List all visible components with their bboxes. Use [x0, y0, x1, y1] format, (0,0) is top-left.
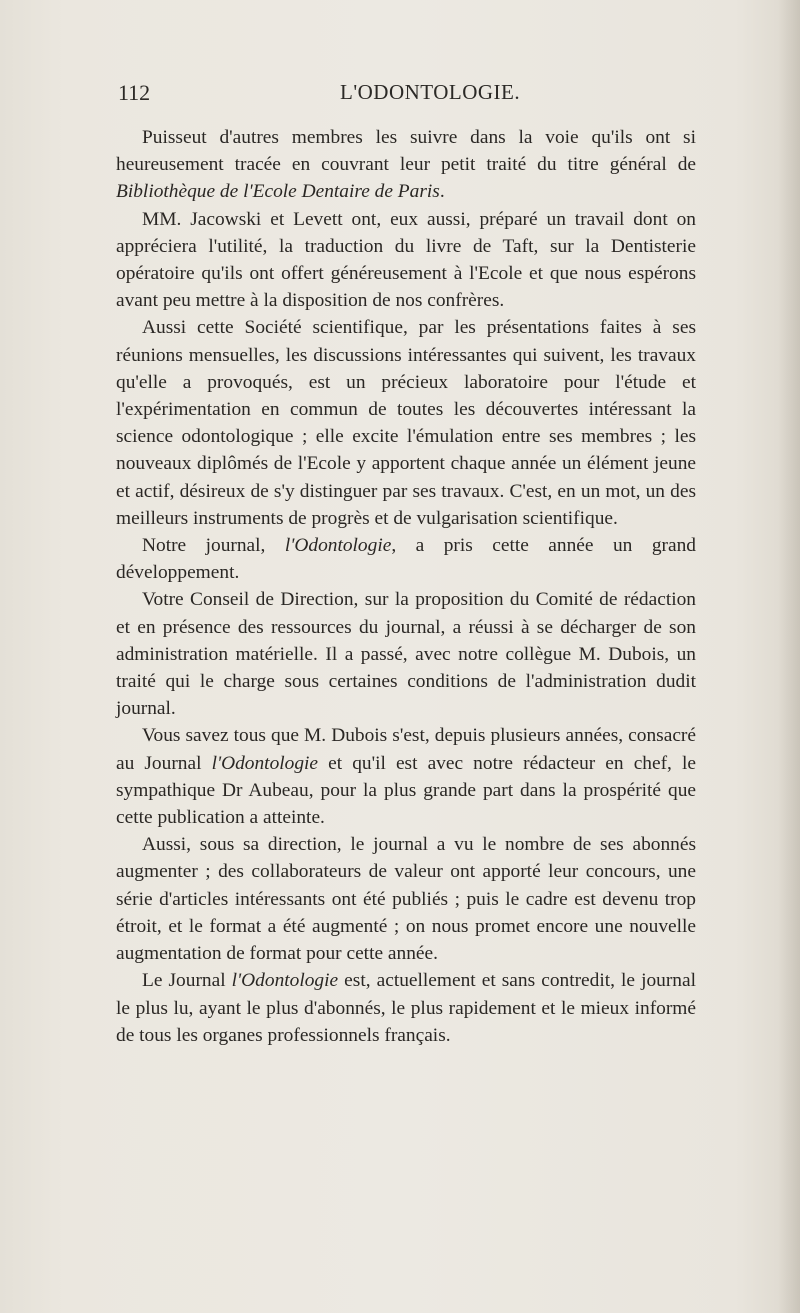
page-number: 112 — [118, 80, 151, 105]
body-text — [116, 124, 696, 1049]
paragraph-text: Notre journal, — [142, 535, 285, 557]
paragraph-text: Le Journal — [142, 970, 232, 992]
paragraph-text: Vous savez tous que M. Dubois s'est, depuis plusieurs années, consacré au Journal — [116, 725, 696, 774]
paragraph — [116, 967, 696, 1049]
paragraph — [116, 532, 696, 586]
paragraph: Votre Conseil de Direction, sur la proposition du Comité de rédaction et en présence des ressources du journal, a réussi à se décharger de son administration matérielle. Il a passé, avec notre collègue M. Dubois, un traité qui le charge sous certaines conditions de l'administration dudit journal. — [116, 589, 696, 720]
page-edge-shadow — [778, 0, 800, 1313]
paragraph-text: et qu'il est avec notre rédacteur en chef, le sympathique Dr Aubeau, pour la plus grande part dans la prospérité que cette publication a atteinte. — [116, 752, 696, 829]
paragraph: Aussi, sous sa direction, le journal a vu le nombre de ses abonnés augmenter ; des collaborateurs de valeur ont apporté leur concours, une série d'articles intéressants ont été publiés ; puis le cadre est devenu trop étroit, et le format a été augmenté ; on nous promet encore une nouvelle augmentation de format pour cette année. — [116, 834, 696, 965]
italic-title: l'Odontologie — [231, 970, 339, 992]
paragraph-text: , a pris cette année un grand développement. — [116, 535, 696, 584]
paragraph: Aussi cette Société scientifique, par les présentations faites à ses réunions mensuelles, les discussions intéressantes qui suivent, les travaux qu'elle a provoqués, est un précieux laboratoire pour l'étude et l'expérimentation en commun de toutes les découvertes intéressant la science odontologique ; elle excite l'émulation entre ses membres ; les nouveaux diplômés de l'Ecole y apportent chaque année un élément jeune et actif, désireux de s'y distinguer par ses travaux. C'est, en un mot, un des meilleurs instruments de progrès et de vulgarisation scientifique. — [116, 317, 696, 529]
paragraph: MM. Jacowski et Levett ont, eux aussi, préparé un travail dont on appréciera l'utilité, la traduction du livre de Taft, sur la Dentisterie opératoire qu'ils ont offert généreusement à l'Ecole et que nous espérons avant peu mettre à la disposition de nos confrères. — [116, 208, 696, 312]
paragraph — [116, 722, 696, 831]
italic-title: l'Odontologie — [211, 752, 319, 774]
paragraph-text: Puisseut d'autres membres les suivre dans la voie qu'ils ont si heureusement tracée en couvrant leur petit traité du titre général de — [116, 127, 696, 176]
running-title: L'ODONTOLOGIE. — [340, 80, 521, 104]
paragraph-text: est, actuellement et sans contredit, le journal le plus lu, ayant le plus d'abonnés, le plus rapidement et le mieux informé de tous les organes professionnels français. — [116, 970, 696, 1046]
paragraph-text: . — [439, 181, 445, 203]
italic-title: l'Odontologie — [284, 535, 392, 557]
running-head — [118, 80, 688, 110]
paragraph — [116, 124, 696, 206]
italic-title: Bibliothèque de l'Ecole Dentaire de Paris — [116, 181, 440, 203]
